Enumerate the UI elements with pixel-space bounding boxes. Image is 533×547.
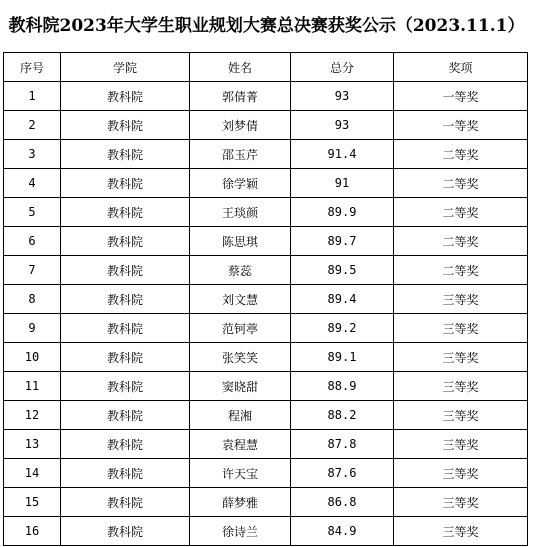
cell-index: 1 [4,82,61,111]
cell-name: 袁程慧 [190,430,291,459]
cell-award: 三等奖 [394,430,528,459]
cell-award: 三等奖 [394,285,528,314]
cell-award: 二等奖 [394,256,528,285]
cell-score: 89.1 [291,343,394,372]
cell-index: 11 [4,372,61,401]
cell-name: 刘梦倩 [190,111,291,140]
table-header-row [4,53,528,82]
table-row [4,227,528,256]
cell-institute: 教科院 [61,401,190,430]
table-row [4,82,528,111]
table-row [4,198,528,227]
cell-institute: 教科院 [61,169,190,198]
cell-index: 9 [4,314,61,343]
cell-award: 三等奖 [394,459,528,488]
table-row [4,169,528,198]
cell-award: 一等奖 [394,82,528,111]
cell-institute: 教科院 [61,285,190,314]
cell-award: 二等奖 [394,169,528,198]
cell-score: 93 [291,111,394,140]
cell-score: 89.7 [291,227,394,256]
results-table-body [4,82,528,546]
table-row [4,488,528,517]
table-row [4,459,528,488]
cell-score: 88.9 [291,372,394,401]
cell-name: 徐诗兰 [190,517,291,546]
cell-award: 三等奖 [394,372,528,401]
table-row [4,401,528,430]
cell-institute: 教科院 [61,111,190,140]
cell-score: 91 [291,169,394,198]
cell-institute: 教科院 [61,372,190,401]
cell-institute: 教科院 [61,488,190,517]
cell-institute: 教科院 [61,227,190,256]
cell-institute: 教科院 [61,314,190,343]
cell-index: 12 [4,401,61,430]
cell-score: 93 [291,82,394,111]
table-row [4,343,528,372]
table-row [4,256,528,285]
cell-score: 89.5 [291,256,394,285]
cell-score: 87.6 [291,459,394,488]
cell-index: 8 [4,285,61,314]
cell-index: 13 [4,430,61,459]
cell-institute: 教科院 [61,343,190,372]
header-index: 序号 [4,53,61,82]
cell-name: 邵玉芹 [190,140,291,169]
cell-score: 87.8 [291,430,394,459]
header-award: 奖项 [394,53,528,82]
cell-score: 88.2 [291,401,394,430]
cell-institute: 教科院 [61,256,190,285]
cell-index: 16 [4,517,61,546]
cell-name: 蔡蕊 [190,256,291,285]
cell-award: 三等奖 [394,343,528,372]
cell-award: 二等奖 [394,140,528,169]
cell-institute: 教科院 [61,198,190,227]
cell-name: 郭倩菁 [190,82,291,111]
cell-name: 陈思琪 [190,227,291,256]
header-institute: 学院 [61,53,190,82]
cell-award: 一等奖 [394,111,528,140]
table-row [4,111,528,140]
cell-award: 三等奖 [394,314,528,343]
cell-name: 薛梦雅 [190,488,291,517]
cell-index: 15 [4,488,61,517]
cell-score: 89.9 [291,198,394,227]
cell-award: 三等奖 [394,401,528,430]
header-name: 姓名 [190,53,291,82]
results-table [3,52,528,546]
cell-name: 许天宝 [190,459,291,488]
cell-award: 三等奖 [394,488,528,517]
table-row [4,517,528,546]
cell-score: 89.2 [291,314,394,343]
cell-score: 91.4 [291,140,394,169]
header-score: 总分 [291,53,394,82]
table-row [4,430,528,459]
cell-index: 4 [4,169,61,198]
cell-score: 89.4 [291,285,394,314]
document-title: 教科院2023年大学生职业规划大赛总决赛获奖公示（2023.11.1） [8,16,525,36]
cell-name: 范钶葶 [190,314,291,343]
cell-name: 程湘 [190,401,291,430]
cell-name: 徐学颖 [190,169,291,198]
cell-institute: 教科院 [61,140,190,169]
cell-name: 王琰颜 [190,198,291,227]
cell-index: 14 [4,459,61,488]
cell-score: 84.9 [291,517,394,546]
table-row [4,140,528,169]
cell-index: 6 [4,227,61,256]
cell-index: 5 [4,198,61,227]
cell-score: 86.8 [291,488,394,517]
cell-institute: 教科院 [61,430,190,459]
cell-institute: 教科院 [61,459,190,488]
cell-name: 张笑笑 [190,343,291,372]
table-row [4,372,528,401]
cell-index: 10 [4,343,61,372]
cell-index: 2 [4,111,61,140]
cell-institute: 教科院 [61,82,190,111]
table-row [4,314,528,343]
cell-name: 窦晓甜 [190,372,291,401]
cell-award: 二等奖 [394,198,528,227]
cell-award: 三等奖 [394,517,528,546]
cell-index: 7 [4,256,61,285]
table-row [4,285,528,314]
cell-institute: 教科院 [61,517,190,546]
cell-award: 二等奖 [394,227,528,256]
cell-name: 刘文慧 [190,285,291,314]
cell-index: 3 [4,140,61,169]
